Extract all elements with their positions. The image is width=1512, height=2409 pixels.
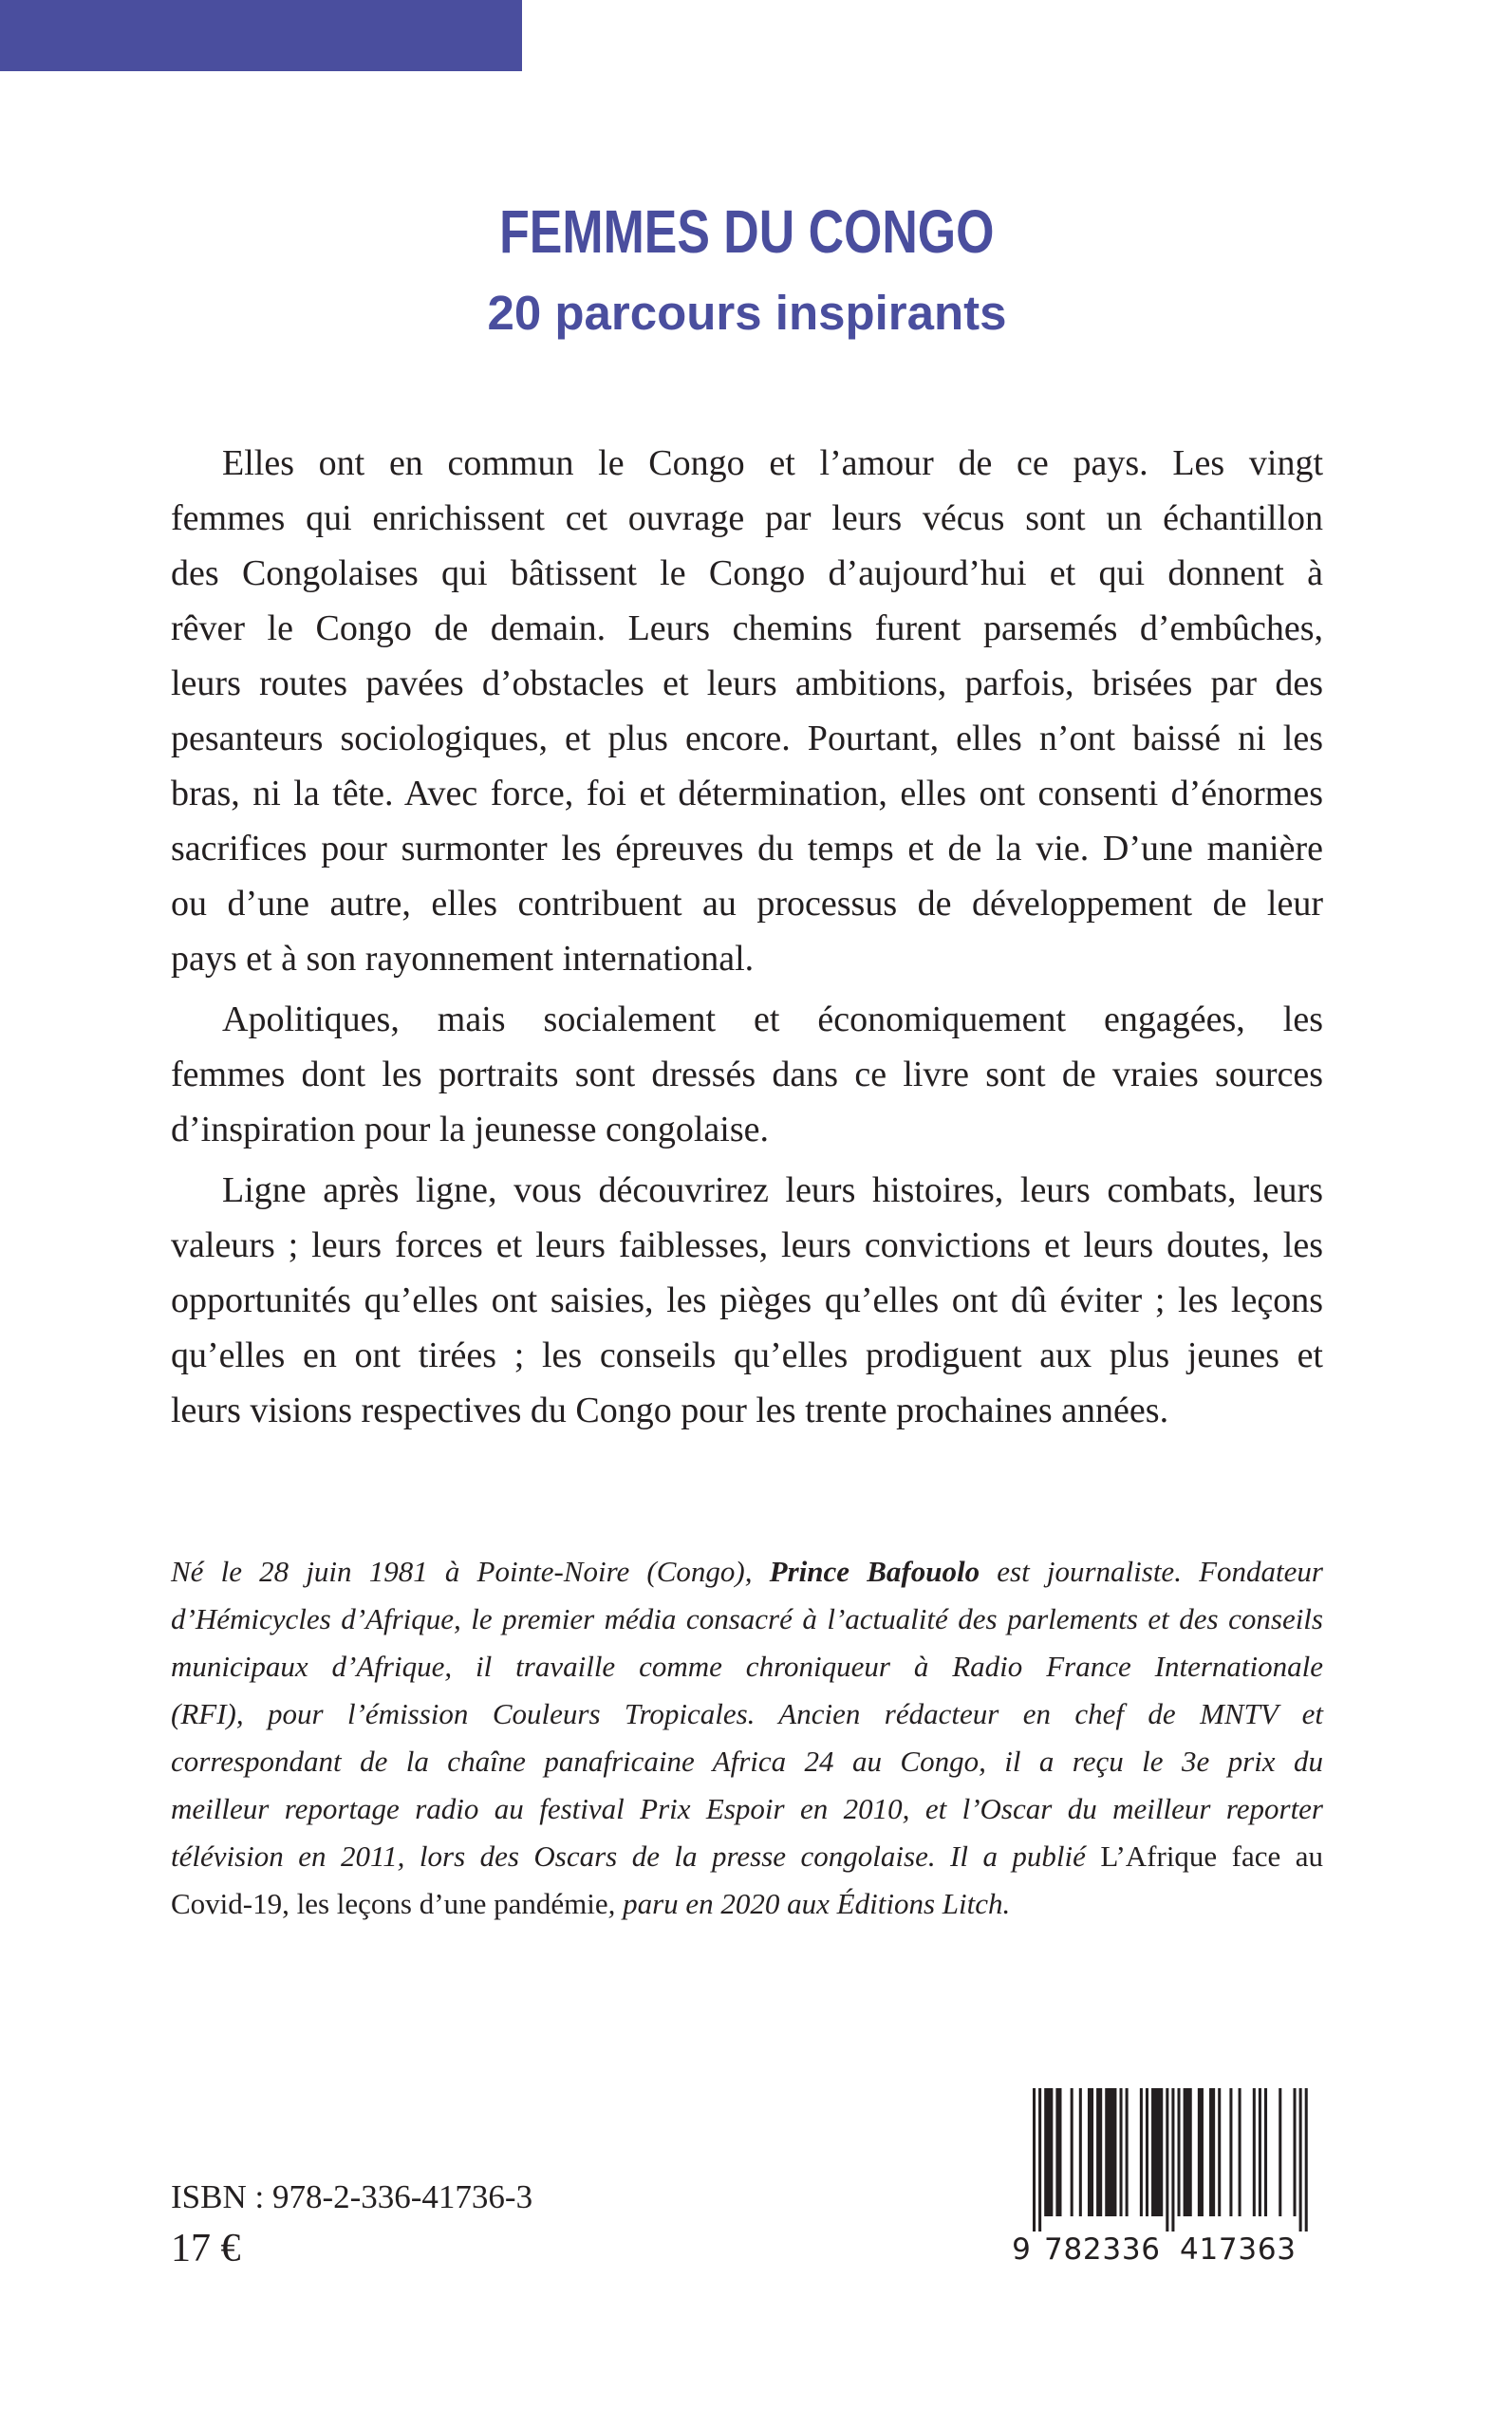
summary-paragraph [171, 992, 1323, 1157]
barcode-bar [1120, 2088, 1123, 2216]
bio-text-segment: est journaliste. Fondateur [980, 1555, 1323, 1588]
barcode-bar [1044, 2088, 1053, 2216]
bio-line [171, 1643, 1323, 1690]
bio-line [171, 1833, 1323, 1880]
summary-line: Apolitiques, mais socialement et économiquement engagées, les [222, 999, 1323, 1039]
barcode-digits-right: 417363 [1180, 2232, 1296, 2267]
subtitle-block [171, 286, 1323, 340]
summary-paragraph [171, 436, 1323, 986]
bio-line [171, 1880, 1323, 1928]
bio-text-segment: (RFI), pour l’émission Couleurs Tropicales. Ancien rédacteur en chef de MNTV et [171, 1697, 1323, 1730]
barcode-digits-left: 782336 [1044, 2232, 1160, 2267]
barcode-bar [1294, 2088, 1297, 2216]
book-subtitle: 20 parcours inspirants [487, 286, 1007, 340]
summary-line: valeurs ; leurs forces et leurs faiblesses, leurs convictions et leurs doutes, les [171, 1225, 1323, 1265]
barcode-bars [1033, 2088, 1308, 2232]
bio-line [171, 1548, 1323, 1596]
barcode-bar [1105, 2088, 1116, 2216]
book-title: FEMMES DU CONGO [499, 197, 995, 266]
summary-line: opportunités qu’elles ont saisies, les pièges qu’elles ont dû éviter ; les leçons [171, 1280, 1323, 1320]
barcode-guard-bar [1166, 2088, 1168, 2232]
barcode-bar [1239, 2088, 1241, 2216]
summary-line: femmes dont les portraits sont dressés dans ce livre sont de vraies sources [171, 1055, 1323, 1094]
summary-line: femmes qui enrichissent cet ouvrage par leurs vécus sont un échantillon [171, 498, 1323, 538]
summary-line: pays et à son rayonnement international. [171, 939, 755, 979]
barcode-bar [1146, 2088, 1148, 2216]
barcode-guard-bar [1038, 2088, 1041, 2232]
summary-paragraph [171, 1163, 1323, 1438]
barcode-bar [1096, 2088, 1102, 2216]
bio-text-segment: d’Hémicycles d’Afrique, le premier média consacré à l’actualité des parlements et des conseils [171, 1602, 1323, 1635]
barcode-bar [1218, 2088, 1221, 2216]
barcode-bar [1198, 2088, 1204, 2216]
summary-line: des Congolaises qui bâtissent le Congo d’aujourd’hui et qui donnent à [171, 553, 1323, 593]
barcode-bar [1209, 2088, 1215, 2216]
barcode-bar [1126, 2088, 1129, 2216]
barcode-bar [1264, 2088, 1267, 2216]
barcode-guard-bar [1299, 2088, 1302, 2232]
barcode-bar [1088, 2088, 1093, 2216]
barcode-bar [1279, 2088, 1281, 2216]
barcode-bar [1055, 2088, 1061, 2216]
author-bio [171, 1548, 1323, 1928]
bio-text-segment: meilleur reportage radio au festival Prix Espoir en 2010, et l’Oscar du meilleur reporter [171, 1792, 1323, 1825]
summary-line: qu’elles en ont tirées ; les conseils qu’elles prodiguent aux plus jeunes et [171, 1335, 1323, 1375]
book-reference: L’Afrique face au [1100, 1839, 1323, 1873]
barcode-bar [1140, 2088, 1143, 2216]
barcode-bar [1259, 2088, 1261, 2216]
bio-line [171, 1690, 1323, 1738]
summary-line: leurs routes pavées d’obstacles et leurs ambitions, parfois, brisées par des [171, 663, 1323, 703]
bio-line [171, 1596, 1323, 1643]
barcode-digit-first: 9 [1012, 2232, 1031, 2267]
bio-text-segment: municipaux d’Afrique, il travaille comme chroniqueur à Radio France Internationale [171, 1650, 1323, 1683]
summary-line: Elles ont en commun le Congo et l’amour de ce pays. Les vingt [222, 443, 1323, 483]
barcode-guard-bar [1305, 2088, 1308, 2232]
summary-line: sacrifices pour surmonter les épreuves du temps et de la vie. D’une manière [171, 829, 1323, 868]
summary-line: d’inspiration pour la jeunesse congolaise. [171, 1110, 770, 1149]
ean13-barcode [997, 2074, 1319, 2269]
barcode-bar [1184, 2088, 1192, 2216]
summary-line: pesanteurs sociologiques, et plus encore. Pourtant, elles n’ont baissé ni les [171, 719, 1323, 758]
barcode-bar [1151, 2088, 1163, 2216]
summary-line: ou d’une autre, elles contribuent au processus de développement de leur [171, 884, 1323, 924]
summary-line: rêver le Congo de demain. Leurs chemins furent parsemés d’embûches, [171, 608, 1323, 648]
summary-line: Ligne après ligne, vous découvrirez leurs histoires, leurs combats, leurs [222, 1170, 1323, 1210]
barcode-bar [1079, 2088, 1082, 2216]
barcode-guard-bar [1033, 2088, 1036, 2232]
top-color-band [0, 0, 522, 71]
bio-text-segment: télévision en 2011, lors des Oscars de la presse congolaise. Il a publié [171, 1839, 1101, 1873]
barcode-guard-bar [1171, 2088, 1174, 2232]
book-summary [171, 436, 1323, 1438]
barcode-bar [1178, 2088, 1181, 2216]
price-label: 17 € [171, 2227, 241, 2270]
isbn-label: ISBN : 978-2-336-41736-3 [171, 2178, 533, 2215]
summary-line: bras, ni la tête. Avec force, foi et détermination, elles ont consenti d’énormes [171, 774, 1323, 813]
barcode-bar [1253, 2088, 1256, 2216]
bio-line [171, 1785, 1323, 1833]
bio-text-segment: Né le 28 juin 1981 à Pointe-Noire (Congo), [171, 1555, 770, 1588]
bio-line [171, 1738, 1323, 1785]
barcode-bar [1071, 2088, 1073, 2216]
bio-text-segment: , paru en 2020 aux Éditions Litch. [607, 1887, 1011, 1920]
title-block [171, 197, 1323, 266]
book-reference: Covid-19, les leçons d’une pandémie [171, 1887, 608, 1920]
barcode-bar [1229, 2088, 1232, 2216]
author-name: Prince Bafouolo [769, 1555, 980, 1588]
summary-line: leurs visions respectives du Congo pour les trente prochaines années. [171, 1391, 1169, 1430]
bio-text-segment: correspondant de la chaîne panafricaine Africa 24 au Congo, il a reçu le 3e prix du [171, 1745, 1323, 1778]
